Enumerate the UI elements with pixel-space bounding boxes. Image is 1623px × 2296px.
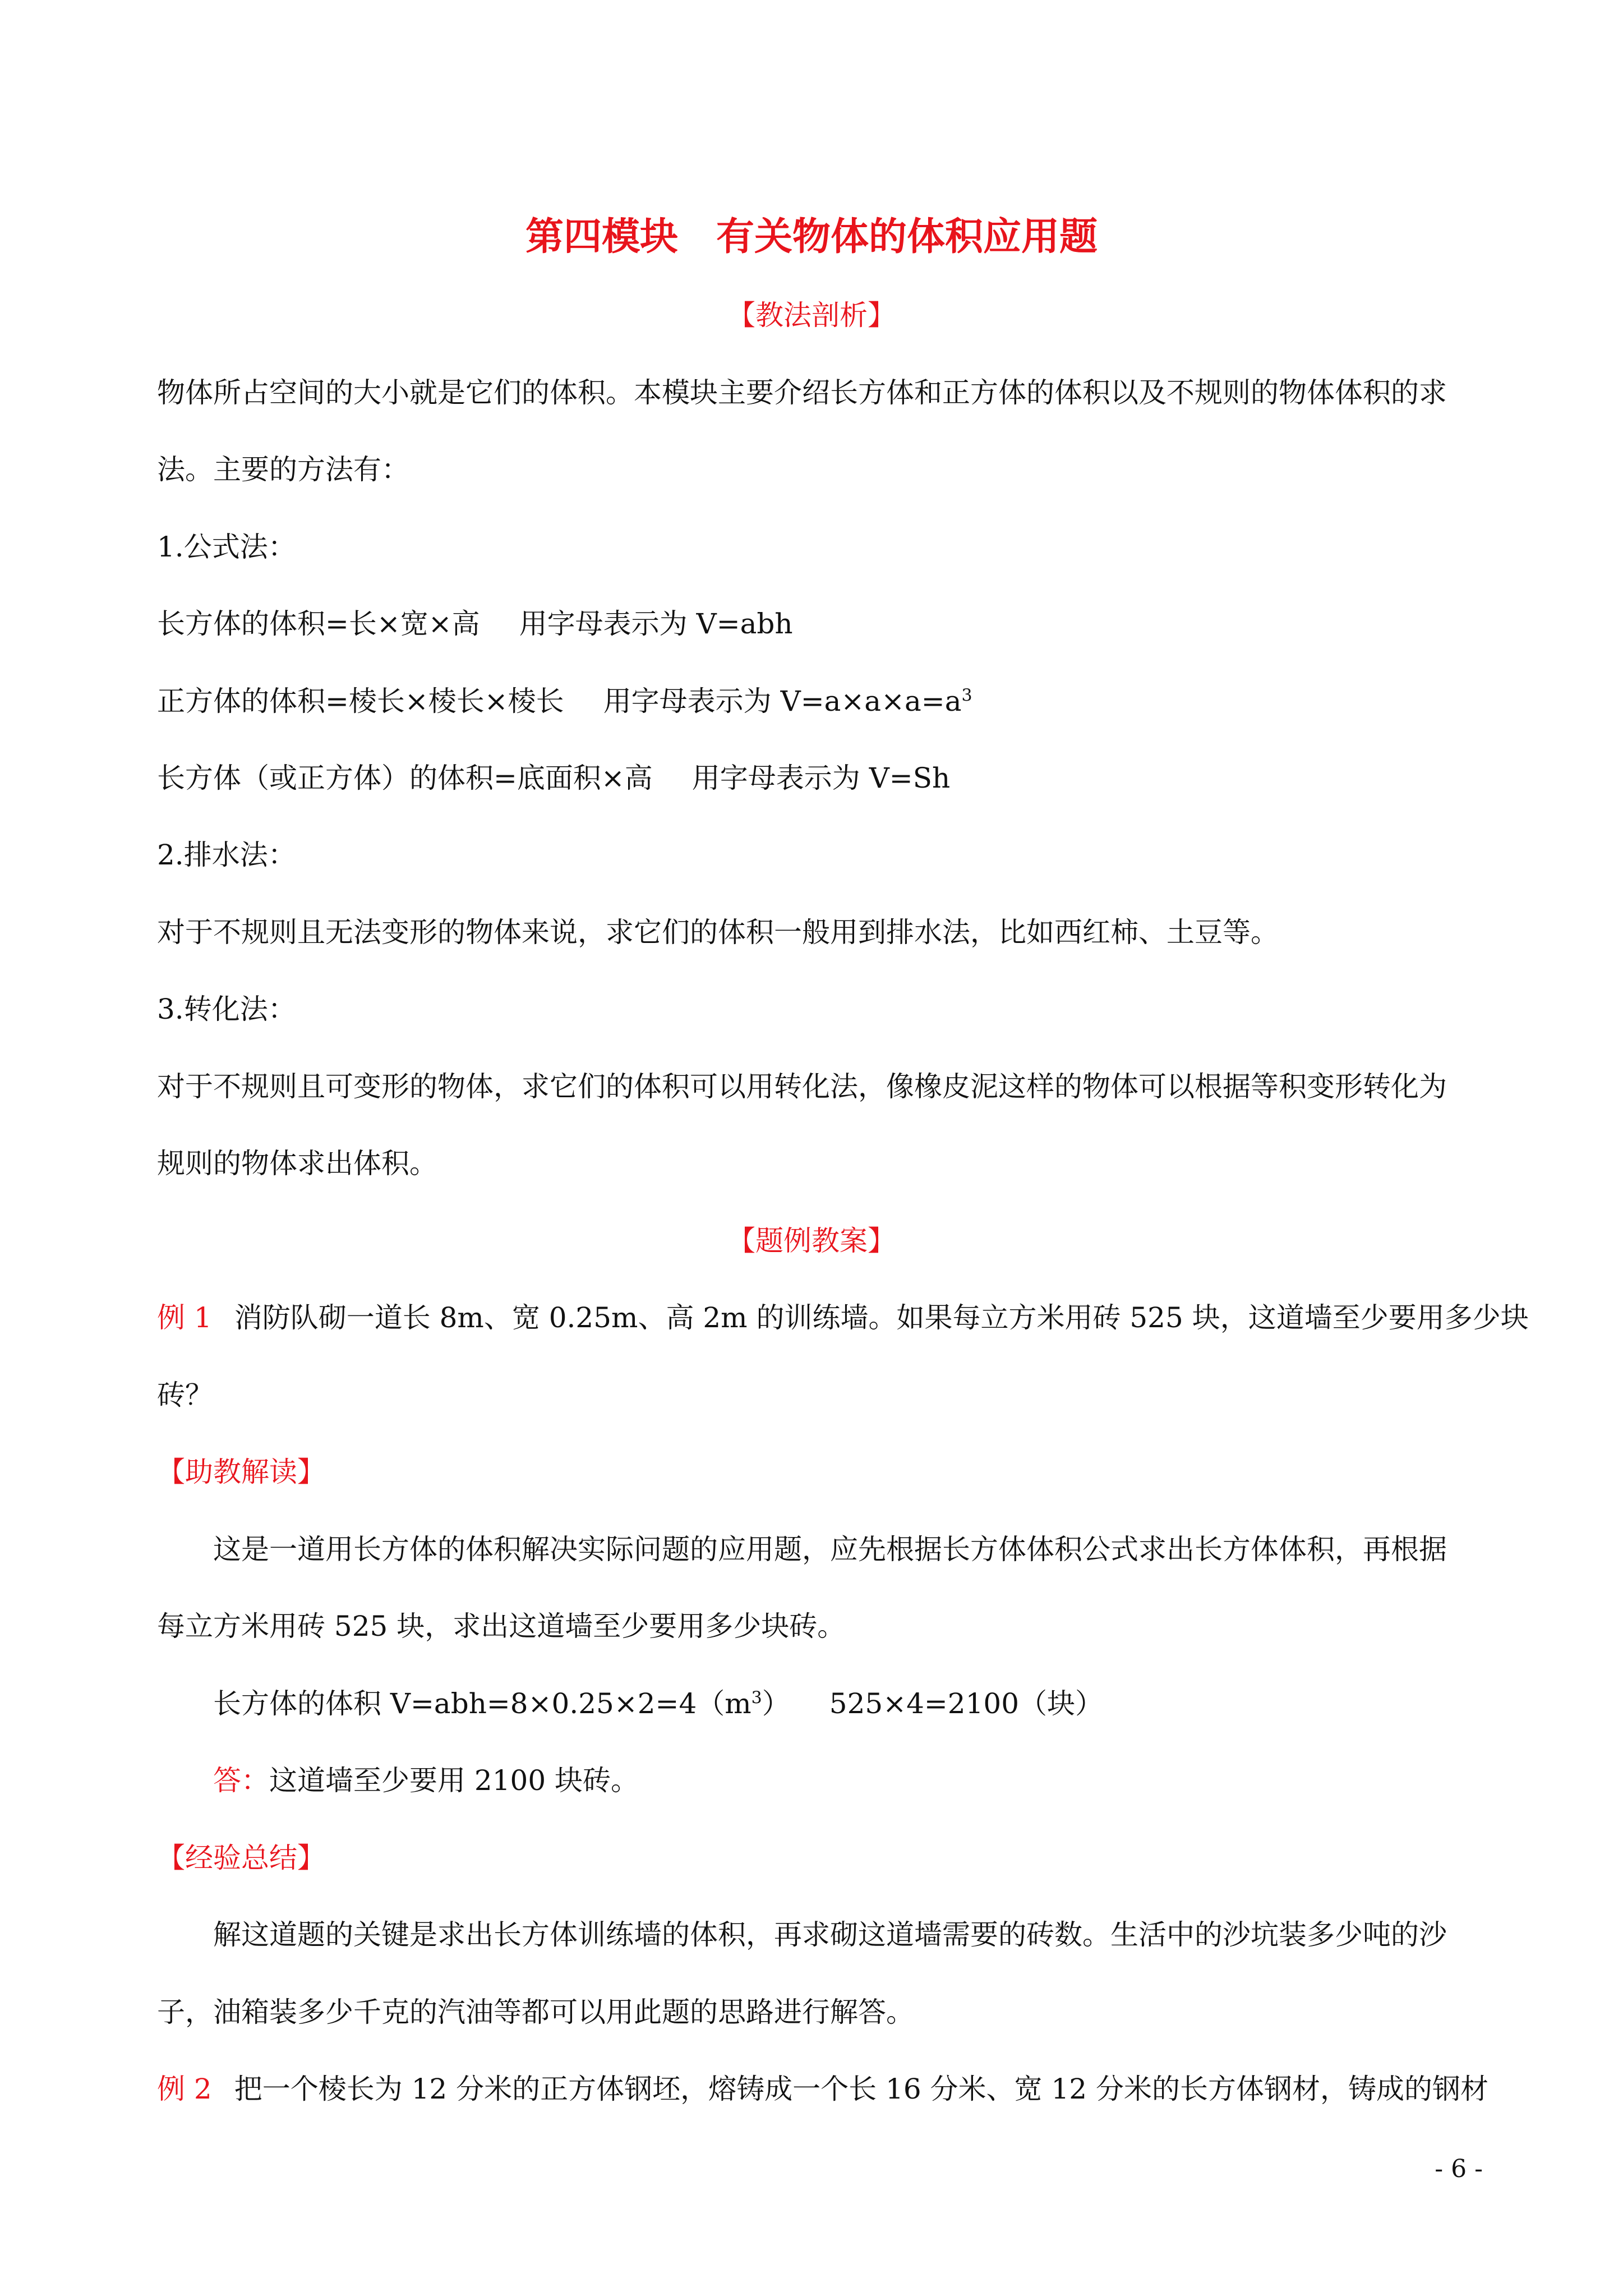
method-3-heading: 3.转化法： (157, 993, 296, 1025)
summary-line-1: 解这道题的关键是求出长方体训练墙的体积，再求砌这道墙需要的砖数。生活中的沙坑装多少吨的沙 (213, 1918, 1447, 1951)
formula-cuboid-letters: 用字母表示为 V=abh (519, 608, 793, 640)
page-number: - 6 - (1435, 2155, 1483, 2183)
section-header-summary: 【经验总结】 (157, 1842, 325, 1874)
method-2-text: 对于不规则且无法变形的物体来说，求它们的体积一般用到排水法，比如西红柿、土豆等。 (157, 916, 1279, 949)
calculation-bricks: 525×4=2100（块） (829, 1687, 1104, 1720)
reading-line-2: 每立方米用砖 525 块，求出这道墙至少要用多少块砖。 (157, 1610, 846, 1642)
method-3-line-1: 对于不规则且可变形的物体，求它们的体积可以用转化法，像橡皮泥这样的物体可以根据等积变形转化为 (157, 1070, 1447, 1103)
method-1-heading: 1.公式法： (157, 531, 296, 563)
reading-line-1: 这是一道用长方体的体积解决实际问题的应用题，应先根据长方体体积公式求出长方体体积，再根据 (213, 1533, 1447, 1566)
formula-cube-exponent: 3 (961, 685, 972, 706)
method-3-line-2: 规则的物体求出体积。 (157, 1147, 437, 1180)
section-header-method: 【教法剖析】 (727, 299, 896, 332)
summary-line-2: 子，油箱装多少千克的汽油等都可以用此题的思路进行解答。 (157, 1996, 914, 2028)
reading-calculation (213, 1686, 1103, 1722)
calculation-exponent: 3 (751, 1688, 762, 1708)
formula-cube (157, 683, 972, 719)
example-2-line-1 (157, 2071, 1488, 2107)
formula-cuboid (157, 606, 793, 642)
formula-cube-letters: 用字母表示为 V=a×a×a=a (603, 685, 962, 717)
calculation-close: ） (762, 1687, 790, 1720)
example-1-line-1 (157, 1300, 1529, 1336)
calculation-volume: 长方体的体积 V=abh=8×0.25×2=4（m (213, 1687, 751, 1720)
example-1-line-2: 砖？ (157, 1379, 213, 1411)
example-1-label: 例 1 (157, 1301, 212, 1334)
answer-text: 这道墙至少要用 2100 块砖。 (269, 1764, 639, 1797)
answer-label: 答： (213, 1764, 269, 1797)
section-header-reading: 【助教解读】 (157, 1456, 325, 1488)
page-title: 第四模块 有关物体的体积应用题 (525, 214, 1098, 259)
intro-line-2: 法。主要的方法有： (157, 453, 409, 486)
formula-base-area-letters: 用字母表示为 V=Sh (691, 762, 951, 794)
example-2-question: 把一个棱长为 12 分米的正方体钢坯，熔铸成一个长 16 分米、宽 12 分米的长方体钢材，铸成的钢材 (234, 2073, 1488, 2105)
formula-cube-text: 正方体的体积=棱长×棱长×棱长 (157, 685, 564, 717)
formula-base-area-text: 长方体（或正方体）的体积=底面积×高 (157, 762, 653, 794)
example-1-question: 消防队砌一道长 8m、宽 0.25m、高 2m 的训练墙。如果每立方米用砖 525 块，这道墙至少要用多少块 (234, 1301, 1529, 1334)
example-2-label: 例 2 (157, 2073, 212, 2105)
formula-base-area (157, 760, 950, 796)
formula-cuboid-text: 长方体的体积=长×宽×高 (157, 608, 480, 640)
method-2-heading: 2.排水法： (157, 839, 296, 871)
intro-line-1: 物体所占空间的大小就是它们的体积。本模块主要介绍长方体和正方体的体积以及不规则的物体体积的求 (157, 376, 1447, 409)
reading-answer (213, 1763, 639, 1798)
section-header-examples: 【题例教案】 (727, 1225, 896, 1257)
